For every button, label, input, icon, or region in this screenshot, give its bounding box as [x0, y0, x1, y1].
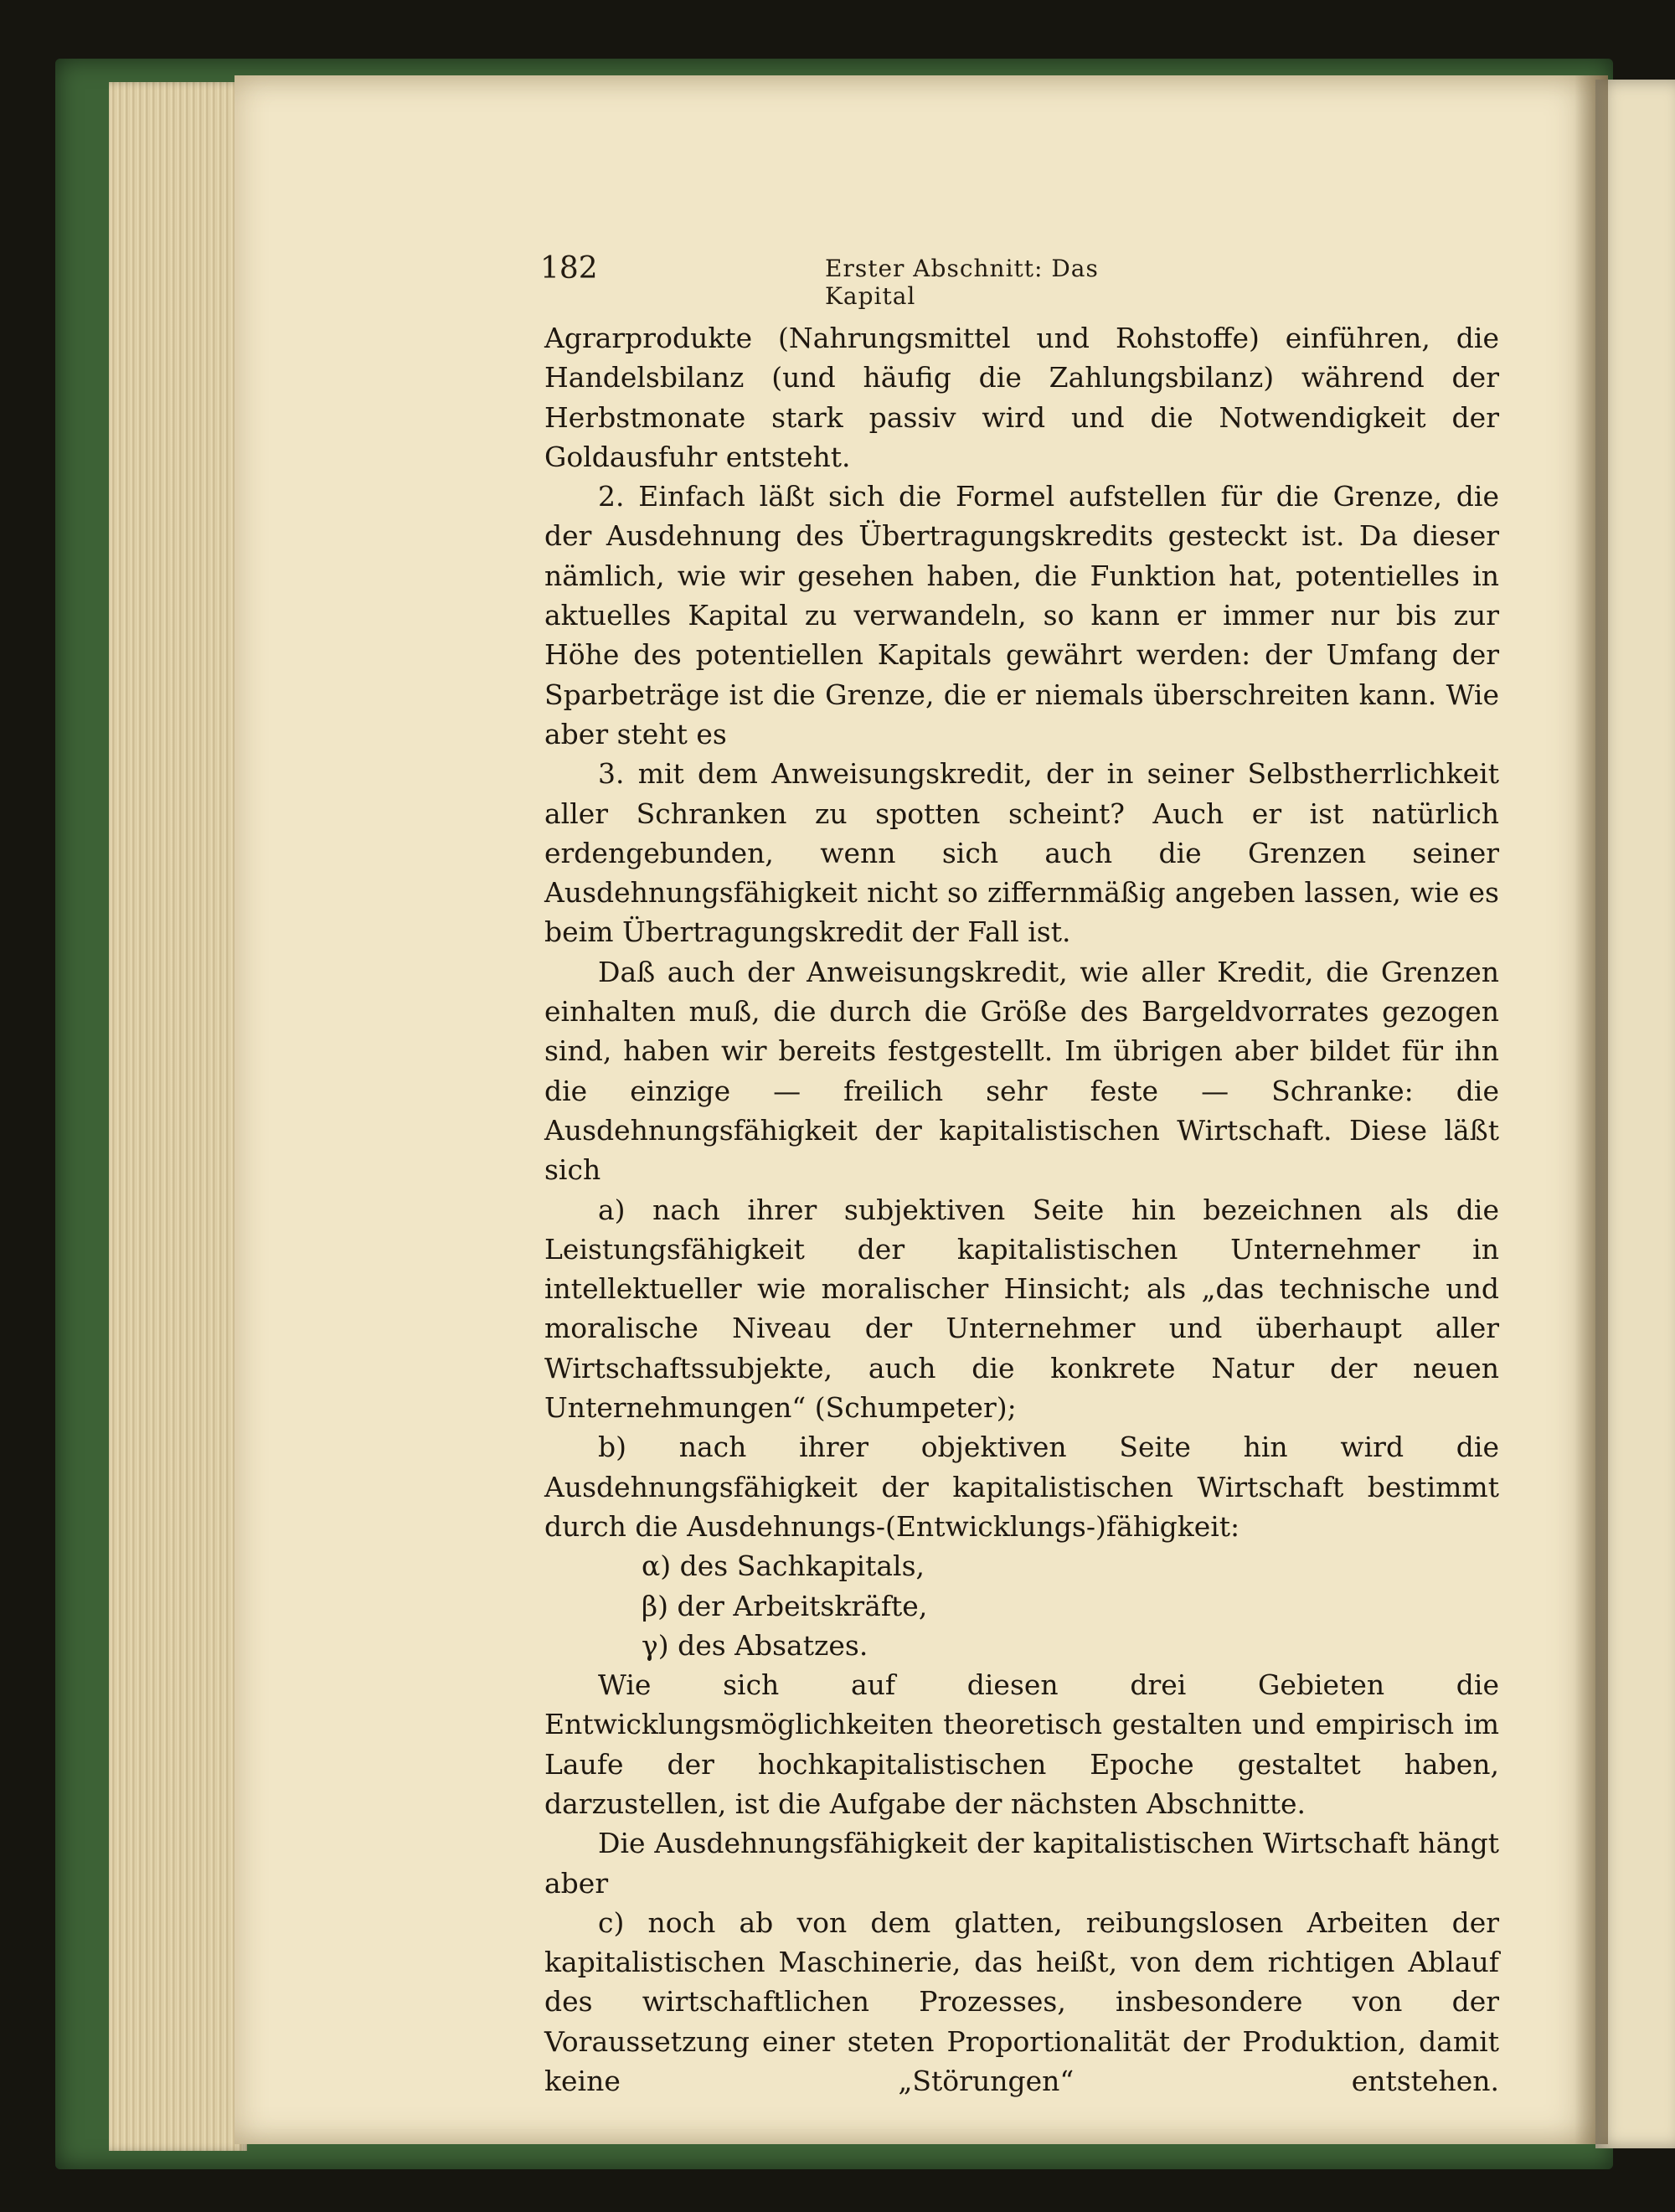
page-edges [109, 82, 247, 2151]
running-title: Erster Abschnitt: Das Kapital [825, 255, 1099, 310]
paragraph-anweisungskredit: Daß auch der Anweisungskredit, wie aller Kredit, die Grenzen einhalten muß, die durch die Größe des Bargeldvorrates gezogen sind, haben wir bereits festgestellt. Im übrigen aber bildet für ihn die einzige — freilich sehr feste — Schranke: die Ausdehnungsfähigkeit der kapitalistischen Wirtschaft. Diese läßt sich [544, 955, 1499, 1187]
paragraph-point-c: c) noch ab von dem glatten, reibungslosen Arbeiten der kapitalistischen Maschinerie, das heißt, von dem richtigen Ablauf des wirtschaftlichen Prozesses, insbesondere von der Voraussetzung einer steten Proportionalität der Produktion, damit keine „Störungen“ entstehen. [544, 1905, 1499, 2098]
paragraph-point-2: 2. Einfach läßt sich die Formel aufstellen für die Grenze, die der Ausdehnung des Übertragungskredits gesteckt ist. Da dieser nämlich, wie wir gesehen haben, die Funktion hat, potentielles in aktuelles Kapital zu verwandeln, so kann er immer nur bis zur Höhe des potentiellen Kapitals gewährt werden: der Umfang der Sparbeträge ist die Grenze, die er niemals überschreiten kann. Wie aber steht es [544, 480, 1499, 750]
list-item-alpha: α) des Sachkapitals, [642, 1549, 925, 1583]
page-header [540, 251, 1193, 310]
spine-shadow [1574, 75, 1608, 2144]
paragraph-point-3: 3. mit dem Anweisungskredit, der in seiner Selbstherrlichkeit aller Schranken zu spotten scheint? Auch er ist natürlich erdengebunden, wenn sich auch die Grenzen seiner Ausdehnungsfähigkeit nicht so ziffernmäßig angeben lassen, wie es beim Übertragungskredit der Fall ist. [544, 757, 1499, 949]
paragraph-entwicklung: Wie sich auf diesen drei Gebieten die Entwicklungsmöglichkeiten theoretisch gestalten und empirisch im Laufe der hochkapitalistischen Epoche gestaltet haben, darzustellen, ist die Aufgabe der nächsten Abschnitte. [544, 1668, 1499, 1820]
list-item-beta: β) der Arbeitskräfte, [642, 1589, 928, 1622]
paragraph-ausdehnung: Die Ausdehnungsfähigkeit der kapitalistischen Wirtschaft hängt aber [544, 1827, 1499, 1900]
page-number: 182 [540, 251, 598, 286]
paragraph-point-b: b) nach ihrer objektiven Seite hin wird die Ausdehnungsfähigkeit der kapitalistischen Wirtschaft bestimmt durch die Ausdehnungs-(Entwicklungs-)fähigkeit: [544, 1431, 1499, 1543]
paragraph-point-a: a) nach ihrer subjektiven Seite hin bezeichnen als die Leistungsfähigkeit der kapitalistischen Unternehmer in intellektueller wie moralischer Hinsicht; als „das technische und moralische Niveau der Unternehmer und überhaupt aller Wirtschaftssubjekte, auch die konkrete Natur der neuen Unternehmungen“ (Schumpeter); [544, 1193, 1499, 1425]
body-text [544, 318, 1499, 2101]
paragraph-continuation: Agrarprodukte (Nahrungsmittel und Rohstoffe) einführen, die Handelsbilanz (und häufig die Zahlungsbilanz) während der Herbstmonate stark passiv wird und die Notwendigkeit der Goldausfuhr entsteht. [544, 322, 1499, 473]
list-item-gamma: γ) des Absatzes. [642, 1628, 868, 1662]
